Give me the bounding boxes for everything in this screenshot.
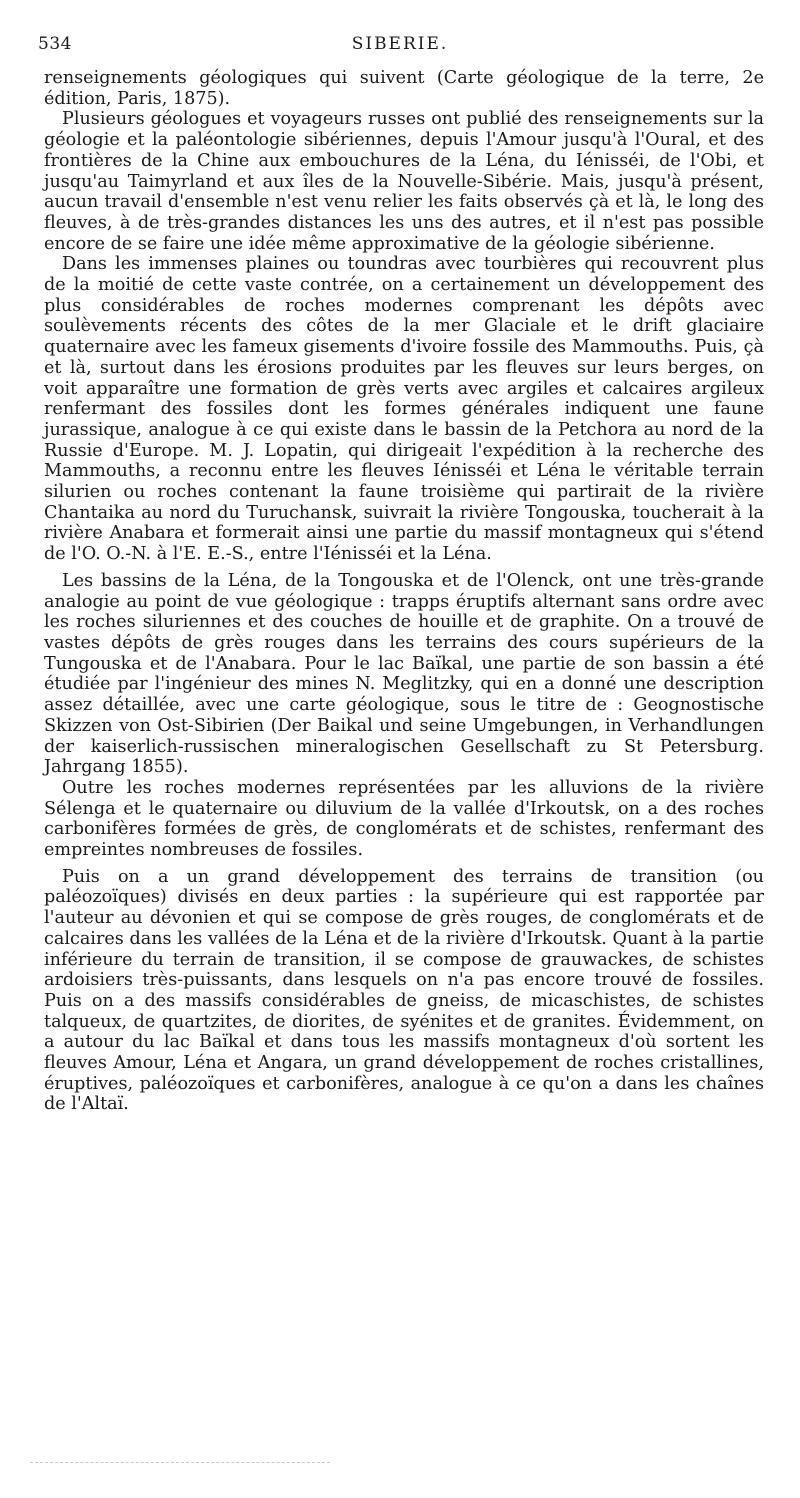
paragraph-basins: Les bassins de la Léna, de la Tongouska et de l'Olenck, ont une très-grande analogie au point de vue géologique : trapps éruptifs alternant sans ordre avec les roches siluriennes et des couches de houille et de graphite. On a trouvé de vastes dépôts de grès rouges dans les terrains des cours supérieurs de la Tungouska et de l'Anabara. Pour le lac Baïkal, une partie de son bassin a été étudiée par l'ingénieur des mines N. Meglitzky, qui en a donné une description assez détaillée, avec une carte géologique, sous le titre de : Geognostische Skizzen von Ost-Sibirien (Der Baikal und seine Umgebungen, in Verhandlungen der kaiserlich-russischen mineralogischen Gesellschaft zu St Petersburg. Jahrgang 1855). (44, 570, 764, 778)
page-number: 534 (38, 34, 72, 54)
paragraph-continuation: renseignements géologiques qui suivent (Carte géologique de la terre, 2e édition, Paris, 1875). (44, 68, 764, 109)
paragraph-modern-rocks: Outre les roches modernes représentées par les alluvions de la rivière Sélenga et le quaternaire ou diluvium de la vallée d'Irkoutsk, on a des roches carbonifères formées de grès, de conglomérats et de schistes, renfermant des empreintes nombreuses de fossiles. (44, 777, 764, 861)
paragraph-plains: Dans les immenses plaines ou toundras avec tourbières qui recouvrent plus de la moitié de cette vaste contrée, on a certainement un développement des plus considérables de roches modernes comprenant les dépôts avec soulèvements récents des côtes de la mer Glaciale et le drift glaciaire quaternaire avec les fameux gisements d'ivoire fossile des Mammouths. Puis, çà et là, surtout dans les érosions produites par les fleuves sur leurs berges, on voit apparaître une formation de grès verts avec argiles et calcaires argileux renfermant des fossiles dont les formes générales indiquent une faune jurassique, analogue à ce qui existe dans le bassin de la Petchora au nord de la Russie d'Europe. M. J. Lopatin, qui dirigeait l'expédition à la recherche des Mammouths, a reconnu entre les fleuves Iénisséi et Léna le véritable terrain silurien ou roches contenant la faune troisième qui partirait de la rivière Chantaika au nord du Turuchansk, suivrait la rivière Tongouska, toucherait à la rivière Anabara et formerait ainsi une partie du massif montagneux qui s'étend de l'O. O.-N. à l'E. E.-S., entre l'Iénisséi et la Léna. (44, 254, 764, 565)
paragraph-geologists: Plusieurs géologues et voyageurs russes ont publié des renseignements sur la géologie et la paléontologie sibériennes, depuis l'Amour jusqu'à l'Oural, et des frontières de la Chine aux embouchures de la Léna, du Iénisséi, de l'Obi, et jusqu'au Taimyrland et aux îles de la Nouvelle-Sibérie. Mais, jusqu'à présent, aucun travail d'ensemble n'est venu relier les faits observés çà et là, le long des fleuves, à de très-grandes distances les uns des autres, et il n'est pas possible encore de se faire une idée même approximative de la géologie sibérienne. (44, 109, 764, 254)
paragraph-transition: Puis on a un grand développement des terrains de transition (ou paléozoïques) divisés en deux parties : la supérieure qui est rapportée par l'auteur au dévonien et qui se compose de grès rouges, de conglomérats et de calcaires dans les vallées de la Léna et de la rivière d'Irkoutsk. Quant à la partie inférieure du terrain de transition, il se compose de grauwackes, de schistes ardoisiers très-puissants, dans lesquels on n'a pas encore trouvé de fossiles. Puis on a des massifs considérables de gneiss, de micaschistes, de schistes talqueux, de quartzites, de diorites, de syénites et de granites. Évidemment, on a autour du lac Baïkal et dans tous les massifs montagneux d'où sortent les fleuves Amour, Léna et Angara, un grand développement de roches cristallines, éruptives, paléozoïques et carbonifères, analogue à ce qu'on a dans les chaînes de l'Altaï. (44, 866, 764, 1115)
running-title: SIBERIE. (351, 34, 449, 54)
footer-rule (30, 1462, 330, 1463)
text-body (44, 68, 764, 1115)
